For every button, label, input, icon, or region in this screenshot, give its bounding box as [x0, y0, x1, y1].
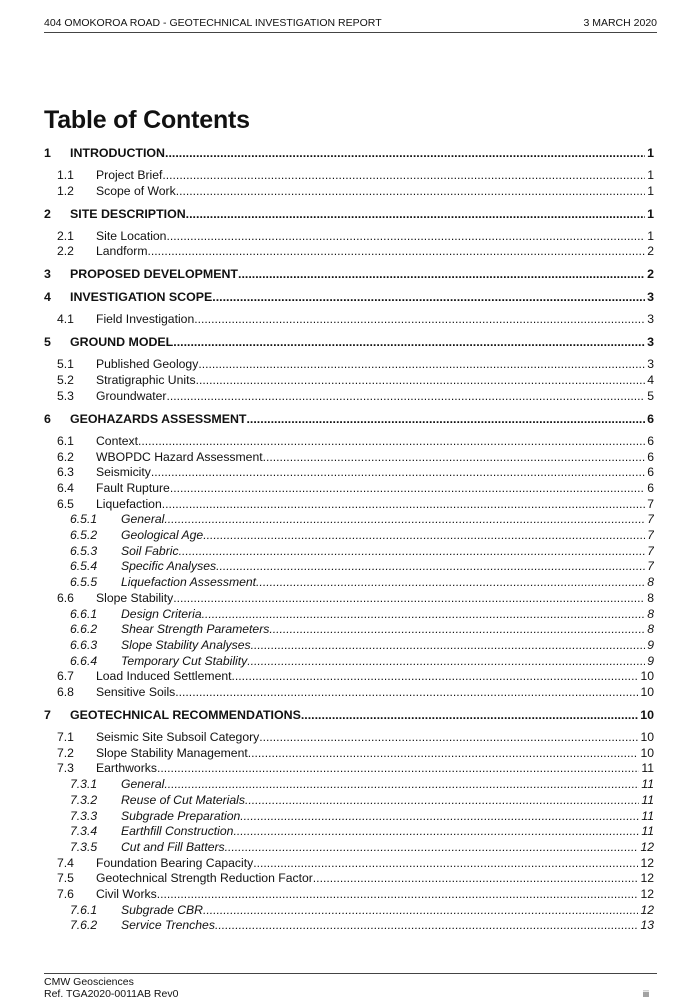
toc-leader-dots: [233, 823, 639, 839]
toc-entry[interactable]: [44, 870, 654, 886]
toc-entry[interactable]: [44, 621, 654, 637]
toc-leader-dots: [202, 606, 646, 622]
toc-leader-dots: [238, 266, 645, 282]
report-title: 404 OMOKOROA ROAD - GEOTECHNICAL INVESTIGATION REPORT: [44, 17, 382, 29]
toc-entry-title: Specific Analyses: [121, 559, 217, 574]
toc-leader-dots: [247, 653, 645, 669]
toc-entry-number: 5.2: [57, 373, 74, 388]
toc-entry-number: 7.5: [57, 871, 74, 886]
toc-entry-number: 6.7: [57, 669, 74, 684]
toc-entry-number: 1.1: [57, 168, 74, 182]
toc-leader-dots: [246, 411, 645, 427]
toc-entry[interactable]: [44, 792, 654, 808]
page-footer: [44, 973, 657, 1000]
toc-entry-number: 6.6: [57, 590, 74, 605]
toc-entry[interactable]: [44, 729, 654, 745]
toc-entry[interactable]: [44, 574, 654, 590]
toc-entry-page: 7: [647, 559, 654, 574]
toc-entry[interactable]: [44, 707, 654, 723]
toc-entry-number: 4.1: [57, 312, 74, 327]
report-date: 3 MARCH 2020: [583, 17, 657, 29]
toc-entry-number: 5.1: [57, 357, 74, 372]
toc-entry-number: 6.6.4: [70, 653, 98, 668]
toc-entry-title: Seismicity: [96, 465, 151, 480]
toc-entry-number: 6.5.3: [70, 543, 98, 558]
toc-leader-dots: [232, 668, 639, 684]
toc-entry[interactable]: [44, 823, 654, 839]
toc-entry-page: 2: [647, 244, 654, 259]
toc-entry-number: 6: [44, 411, 51, 426]
toc-entry-title: Design Criteria: [121, 606, 202, 621]
toc-entry-title: Earthfill Construction: [121, 824, 234, 839]
toc-entry-number: 7.6.1: [70, 902, 98, 917]
toc-entry-page: 7: [647, 496, 654, 511]
toc-entry-page: 5: [647, 388, 654, 403]
toc-entry-page: 10: [640, 745, 654, 760]
toc-entry-page: 1: [647, 146, 654, 160]
toc-entry-title: Sensitive Soils: [96, 685, 176, 699]
toc-entry-page: 6: [647, 480, 654, 495]
toc-entry[interactable]: [44, 839, 654, 855]
toc-entry-title: Foundation Bearing Capacity: [96, 855, 254, 870]
toc-entry[interactable]: [44, 433, 654, 449]
toc-leader-dots: [164, 776, 639, 792]
toc-entry-number: 5.3: [57, 388, 74, 403]
toc-leader-dots: [166, 388, 645, 404]
toc-entry-page: 7: [647, 512, 654, 527]
toc-entry-number: 7.3.5: [70, 839, 98, 854]
toc-entry-number: 6.6.1: [70, 606, 98, 621]
toc-entry-page: 9: [647, 637, 654, 652]
toc-leader-dots: [240, 808, 639, 824]
toc-entry-number: 6.5.5: [70, 575, 98, 590]
toc-entry-title: Liquefaction Assessment: [121, 575, 257, 590]
toc-entry-title: General: [121, 777, 165, 792]
toc-entry[interactable]: [44, 480, 654, 496]
toc-entry[interactable]: [44, 388, 654, 404]
toc-entry-title: GEOTECHNICAL RECOMMENDATIONS: [70, 708, 301, 722]
toc-leader-dots: [248, 745, 639, 761]
toc-leader-dots: [216, 558, 645, 574]
toc-leader-dots: [225, 839, 639, 855]
toc-entry-title: Stratigraphic Units: [96, 373, 196, 388]
toc-entry-number: 6.3: [57, 465, 74, 480]
page-title: Table of Contents: [44, 106, 250, 134]
toc-entry-number: 7.6: [57, 887, 74, 901]
toc-entry-title: GEOHAZARDS ASSESSMENT: [70, 411, 247, 426]
toc-entry-title: Liquefaction: [96, 496, 162, 511]
toc-entry[interactable]: [44, 449, 654, 465]
toc-entry-page: 3: [647, 357, 654, 372]
toc-entry-number: 2: [44, 206, 51, 221]
toc-entry[interactable]: [44, 289, 654, 305]
toc-entry-title: Subgrade Preparation: [121, 808, 241, 823]
toc-entry[interactable]: [44, 183, 654, 199]
toc-leader-dots: [196, 372, 646, 388]
toc-entry-number: 6.1: [57, 433, 74, 448]
toc-leader-dots: [256, 574, 645, 590]
toc-leader-dots: [138, 433, 645, 449]
toc-leader-dots: [170, 480, 645, 496]
toc-entry-title: SITE DESCRIPTION: [70, 206, 186, 221]
toc-entry[interactable]: [44, 527, 654, 543]
toc-leader-dots: [269, 621, 645, 637]
toc-entry-title: Cut and Fill Batters: [121, 839, 225, 854]
toc-entry-title: Soil Fabric: [121, 543, 179, 558]
toc-entry-title: WBOPDC Hazard Assessment: [96, 449, 263, 464]
toc-entry-number: 2.2: [57, 244, 74, 259]
toc-leader-dots: [203, 902, 638, 918]
toc-entry-number: 7.3.4: [70, 824, 98, 839]
toc-entry-number: 7.6.2: [70, 918, 98, 933]
toc-entry[interactable]: [44, 243, 654, 259]
toc-entry[interactable]: [44, 653, 654, 669]
toc-entry[interactable]: [44, 745, 654, 761]
toc-entry-title: GROUND MODEL: [70, 335, 174, 350]
toc-entry-title: Subgrade CBR: [121, 902, 203, 917]
toc-entry-title: Slope Stability Analyses: [121, 637, 251, 652]
toc-leader-dots: [198, 356, 645, 372]
toc-leader-dots: [162, 167, 645, 183]
page-header: [44, 17, 657, 33]
toc-entry-number: 6.5.4: [70, 559, 98, 574]
toc-leader-dots: [203, 527, 645, 543]
toc-leader-dots: [215, 917, 639, 933]
toc-entry-page: 12: [640, 902, 654, 917]
toc-entry[interactable]: [44, 496, 654, 512]
toc-leader-dots: [162, 496, 645, 512]
toc-entry-page: 1: [647, 206, 654, 221]
toc-leader-dots: [301, 707, 638, 723]
toc-entry-title: Scope of Work: [96, 183, 176, 198]
toc-entry-title: Published Geology: [96, 357, 199, 372]
toc-entry[interactable]: [44, 167, 654, 183]
toc-entry[interactable]: [44, 511, 654, 527]
toc-leader-dots: [165, 145, 645, 161]
toc-entry[interactable]: [44, 228, 654, 244]
toc-entry-number: 2.1: [57, 228, 74, 243]
page-number: iii: [643, 989, 649, 999]
toc-entry[interactable]: [44, 684, 654, 700]
toc-entry-title: Fault Rupture: [96, 480, 170, 495]
toc-entry-page: 2: [647, 267, 654, 282]
toc-leader-dots: [148, 243, 646, 259]
toc-entry-page: 4: [647, 373, 654, 388]
toc-leader-dots: [175, 684, 638, 700]
toc-entry-page: 3: [647, 312, 654, 327]
toc-entry[interactable]: [44, 902, 654, 918]
toc-entry-page: 11: [641, 792, 654, 807]
toc-leader-dots: [164, 511, 645, 527]
toc-entry-title: Seismic Site Subsoil Category: [96, 730, 260, 744]
toc-entry-page: 12: [640, 855, 654, 870]
toc-entry-title: Civil Works: [96, 887, 157, 901]
toc-leader-dots: [179, 543, 646, 559]
toc-entry-page: 11: [641, 777, 654, 792]
toc-entry-number: 6.6.3: [70, 637, 98, 652]
toc-entry-page: 3: [647, 335, 654, 350]
toc-entry-page: 8: [647, 575, 654, 590]
toc-entry[interactable]: [44, 776, 654, 792]
toc-leader-dots: [166, 228, 645, 244]
toc-entry-page: 1: [647, 183, 654, 198]
toc-leader-dots: [194, 311, 645, 327]
toc-entry-page: 10: [640, 669, 654, 684]
toc-entry-title: Service Trenches: [121, 918, 215, 933]
toc-entry-number: 6.5.1: [70, 512, 98, 527]
toc-entry[interactable]: [44, 917, 654, 933]
toc-entry-number: 7.3.2: [70, 792, 98, 807]
toc-entry-page: 11: [641, 761, 654, 776]
toc-entry-title: Groundwater: [96, 388, 167, 403]
toc-entry-number: 6.2: [57, 449, 74, 464]
toc-entry-number: 6.5.2: [70, 528, 98, 542]
toc-entry-number: 7.3.1: [70, 777, 98, 792]
toc-entry-title: Shear Strength Parameters: [121, 622, 270, 637]
toc-entry-number: 6.8: [57, 685, 74, 699]
toc-entry[interactable]: [44, 637, 654, 653]
toc-leader-dots: [173, 334, 645, 350]
toc-leader-dots: [263, 449, 646, 465]
toc-entry-page: 12: [640, 871, 654, 886]
toc-entry-page: 6: [647, 433, 654, 448]
toc-entry-page: 10: [640, 708, 654, 722]
toc-entry[interactable]: [44, 558, 654, 574]
toc-entry-number: 7: [44, 708, 51, 722]
toc-entry-page: 1: [647, 228, 654, 243]
toc-entry-title: Geological Age: [121, 528, 204, 542]
toc-entry[interactable]: [44, 808, 654, 824]
toc-leader-dots: [173, 590, 645, 606]
toc-entry-page: 11: [641, 824, 654, 839]
toc-leader-dots: [151, 464, 645, 480]
document-reference: Ref. TGA2020-0011AB Rev0: [44, 988, 179, 1000]
toc-entry-page: 1: [647, 168, 654, 182]
toc-entry[interactable]: [44, 311, 654, 327]
toc-entry-page: 6: [647, 411, 654, 426]
toc-entry[interactable]: [44, 886, 654, 902]
toc-entry[interactable]: [44, 855, 654, 871]
toc-leader-dots: [245, 792, 639, 808]
toc-entry-page: 7: [647, 528, 654, 542]
toc-leader-dots: [186, 206, 645, 222]
toc-leader-dots: [176, 183, 646, 199]
toc-entry-title: Project Brief: [96, 168, 163, 182]
toc-entry-number: 7.4: [57, 855, 74, 870]
toc-entry-number: 6.4: [57, 480, 74, 495]
toc-entry-page: 11: [641, 808, 654, 823]
toc-entry-number: 7.1: [57, 730, 74, 744]
toc-entry-page: 8: [647, 606, 654, 621]
toc-entry-page: 12: [640, 839, 654, 854]
toc-entry-page: 8: [647, 622, 654, 637]
toc-entry-page: 13: [640, 918, 654, 933]
toc-entry-page: 7: [647, 543, 654, 558]
toc-entry-title: Geotechnical Strength Reduction Factor: [96, 871, 313, 886]
toc-entry[interactable]: [44, 760, 654, 776]
toc-entry-title: Slope Stability Management: [96, 745, 248, 760]
toc-entry-number: 7.3.3: [70, 808, 98, 823]
toc-entry-title: Slope Stability: [96, 590, 174, 605]
toc-entry-number: 5: [44, 335, 51, 350]
toc-entry[interactable]: [44, 668, 654, 684]
toc-entry-number: 1.2: [57, 183, 74, 198]
toc-leader-dots: [253, 855, 638, 871]
toc-entry-page: 6: [647, 465, 654, 480]
toc-entry[interactable]: [44, 464, 654, 480]
toc-entry-page: 3: [647, 290, 654, 305]
toc-entry[interactable]: [44, 206, 654, 222]
toc-entry-title: Site Location: [96, 228, 167, 243]
toc-entry-page: 8: [647, 590, 654, 605]
toc-entry-title: Context: [96, 433, 139, 448]
toc-entry[interactable]: [44, 266, 654, 282]
toc-leader-dots: [157, 886, 639, 902]
toc-entry-page: 6: [647, 449, 654, 464]
toc-entry-title: Earthworks: [96, 761, 157, 776]
toc-entry-title: INTRODUCTION: [70, 146, 165, 160]
toc-entry-title: General: [121, 512, 165, 527]
toc-entry-title: Field Investigation: [96, 312, 195, 327]
toc-entry-title: INVESTIGATION SCOPE: [70, 290, 213, 305]
toc-entry[interactable]: [44, 411, 654, 427]
toc-entry[interactable]: [44, 590, 654, 606]
toc-entry-title: Reuse of Cut Materials: [121, 792, 245, 807]
toc-entry-title: PROPOSED DEVELOPMENT: [70, 267, 238, 282]
toc-entry-title: Landform: [96, 244, 148, 259]
toc-entry[interactable]: [44, 145, 654, 161]
company-name: CMW Geosciences: [44, 976, 134, 988]
toc-entry-page: 12: [640, 887, 654, 901]
toc-leader-dots: [157, 760, 639, 776]
toc-entry[interactable]: [44, 543, 654, 559]
toc-entry-number: 1: [44, 146, 51, 160]
toc-entry-number: 7.2: [57, 745, 74, 760]
toc-entry-title: Load Induced Settlement: [96, 669, 232, 684]
toc-entry-number: 6.6.2: [70, 622, 98, 637]
toc-entry-page: 10: [640, 730, 654, 744]
toc-entry-number: 7.3: [57, 761, 74, 776]
toc-entry-number: 6.5: [57, 496, 74, 511]
toc-entry-number: 3: [44, 267, 51, 282]
toc-leader-dots: [259, 729, 638, 745]
toc-leader-dots: [212, 289, 645, 305]
toc-leader-dots: [251, 637, 646, 653]
toc-entry-number: 4: [44, 290, 51, 305]
toc-entry[interactable]: [44, 334, 654, 350]
toc-entry[interactable]: [44, 606, 654, 622]
toc-leader-dots: [313, 870, 639, 886]
toc-entry[interactable]: [44, 356, 654, 372]
toc-entry-page: 10: [640, 685, 654, 699]
toc-entry[interactable]: [44, 372, 654, 388]
toc-entry-title: Temporary Cut Stability: [121, 653, 248, 668]
toc-entry-page: 9: [647, 653, 654, 668]
